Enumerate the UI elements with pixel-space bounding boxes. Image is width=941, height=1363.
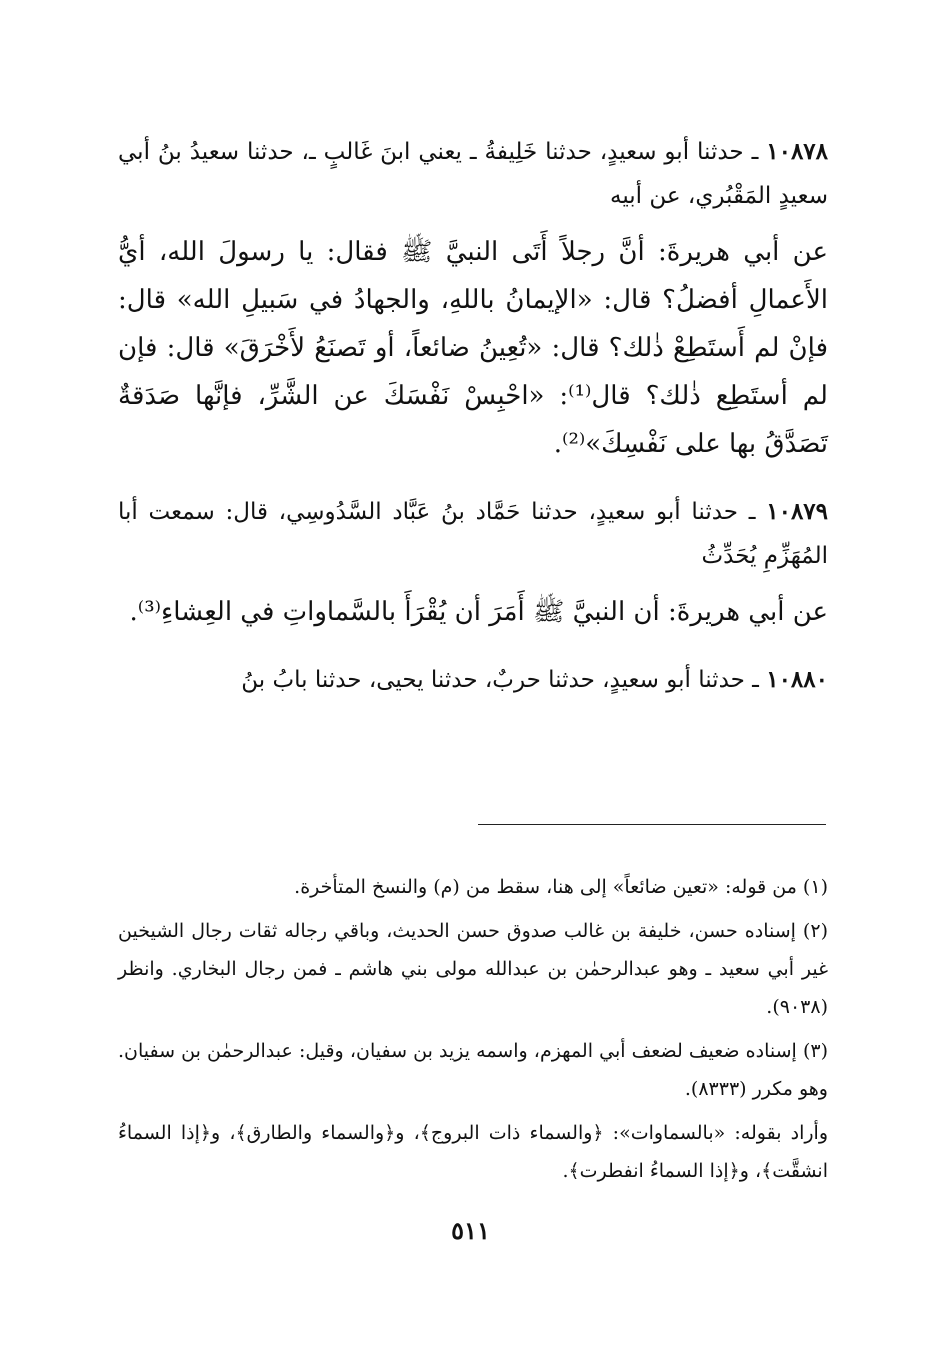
- page-number: ٥١١: [451, 1216, 490, 1245]
- hadith-10879-number: ١٠٨٧٩: [766, 498, 829, 525]
- hadith-10880-chain: [118, 658, 828, 702]
- hadith-10878-matn: عن أبي هريرةَ: أنَّ رجلاً أَتَى النبيَّ ﷺ فقال: يا رسولَ الله، أيُّ الأَعمالِ أفضلُ؟ قال: «الإيمانُ باللهِ، والجهادُ في سَبيلِ الله» قال: فإنْ لم أَستَطِعْ ذٰلك؟ قال: «تُعِينُ ضائعاً، أو تَصنَعُ لأَخْرَقَ» قال: فإن لم أستَطِع ذٰلك؟ قال⁽¹⁾: «احْبِسْ نَفْسَكَ عن الشَّرِّ، فإنَّها صَدَقةٌ تَصَدَّقُ بها على نَفْسِكَ»⁽²⁾.: [118, 237, 829, 459]
- hadith-10879-chain: [118, 490, 828, 578]
- hadith-10878-chain: [118, 130, 828, 218]
- hadith-10879-matn: عن أبي هريرةَ: أن النبيَّ ﷺ أَمَرَ أن يُقْرَأَ بالسَّماواتِ في العِشاءِ⁽³⁾.: [129, 597, 828, 627]
- footnotes: [118, 868, 828, 1196]
- footnote-1: (١) من قوله: «تعين ضائعاً» إلى هنا، سقط من (م) والنسخ المتأخرة.: [294, 876, 828, 898]
- footnote-divider: [478, 824, 826, 825]
- hadith-10880-number: ١٠٨٨٠: [766, 666, 828, 693]
- hadith-10879-isnad: ـ حدثنا أبو سعيدٍ، حدثنا حَمَّاد بنُ عَبَّاد السَّدُوسِي، قال: سمعت أبا المُهَزِّمِ يُحَدِّثُ: [118, 499, 828, 569]
- footnote-2: (٢) إسناده حسن، خليفة بن غالب صدوق حسن الحديث، وباقي رجاله ثقات رجال الشيخين غير أبي سعيد ـ وهو عبدالرحمٰن بن عبدالله مولى بني هاشم ـ فمن رجال البخاري. وانظر (٩٠٣٨).: [118, 920, 828, 1018]
- hadith-10878-isnad: ـ حدثنا أبو سعيدٍ، حدثنا خَلِيفةُ ـ يعني ابنَ غَالبٍ ـ، حدثنا سعيدُ بنُ أبي سعيدٍ المَقْبُري، عن أبيه: [118, 139, 828, 209]
- hadith-10880-isnad: ـ حدثنا أبو سعيدٍ، حدثنا حربٌ، حدثنا يحيى، حدثنا بابُ بنُ: [241, 667, 759, 693]
- main-text: [118, 130, 828, 702]
- footnote-3: (٣) إسناده ضعيف لضعف أبي المهزم، واسمه يزيد بن سفيان، وقيل: عبدالرحمٰن بن سفيان. وهو مكرر (٨٣٣٣).: [118, 1040, 828, 1100]
- footnote-3-continuation: وأراد بقوله: «بالسماوات»: ﴿والسماء ذات البروج﴾، و﴿والسماء والطارق﴾، و﴿إذا السماءُ انشقَّت﴾، و﴿إذا السماءُ انفطرت﴾.: [118, 1122, 828, 1182]
- hadith-10878-number: ١٠٨٧٨: [766, 138, 829, 165]
